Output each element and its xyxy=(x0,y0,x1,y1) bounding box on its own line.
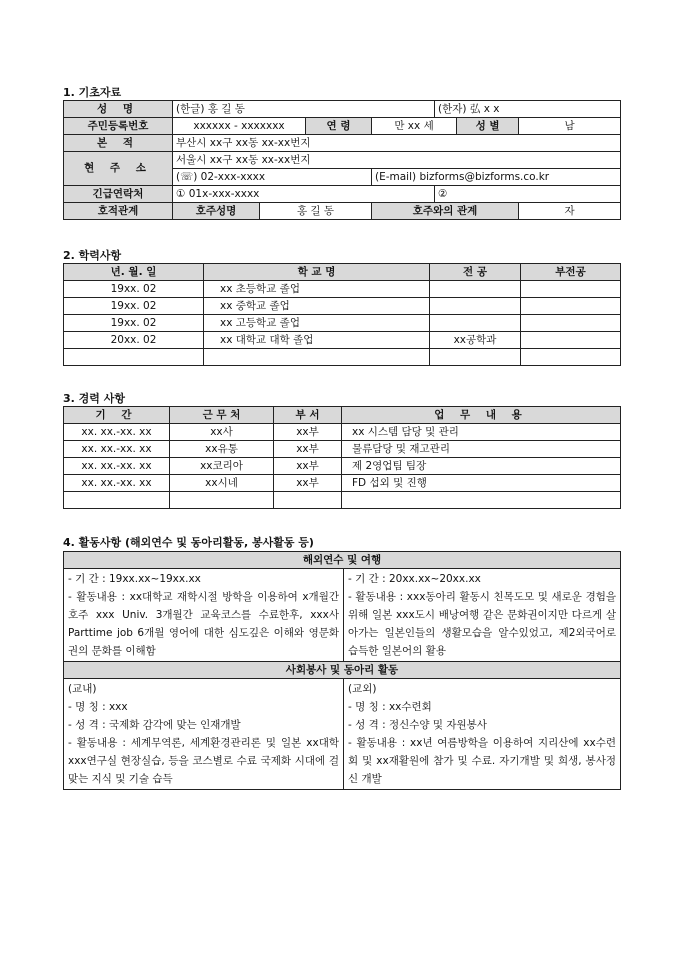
edu-header-school: 학 교 명 xyxy=(204,264,430,281)
sex-value: 남 xyxy=(519,118,621,135)
career-dept: xx부 xyxy=(274,475,342,492)
career-dept: xx부 xyxy=(274,424,342,441)
career-company: xx사 xyxy=(170,424,274,441)
career-duty: xx 시스템 담당 및 관리 xyxy=(342,424,621,441)
edu-header-major: 전 공 xyxy=(430,264,521,281)
edu-major xyxy=(430,349,521,366)
head-name-label: 호주성명 xyxy=(173,203,260,220)
career-duty: 물류담당 및 재고관리 xyxy=(342,441,621,458)
table-row xyxy=(64,458,621,475)
relation-label: 호주와의 관계 xyxy=(372,203,519,220)
edu-school: xx 초등학교 졸업 xyxy=(204,281,430,298)
overseas-title: 해외연수 및 여행 xyxy=(64,552,621,569)
career-company: xx코리아 xyxy=(170,458,274,475)
phone-value: (☏) 02-xxx-xxxx xyxy=(173,169,372,186)
head-name-value: 홍 길 동 xyxy=(260,203,372,220)
overseas-right-cell xyxy=(344,569,621,662)
career-dept xyxy=(274,492,342,509)
club-right-tag: (교외) xyxy=(348,683,377,695)
overseas-left-period: - 기 간 : 19xx.xx~19xx.xx xyxy=(68,573,201,585)
table-row xyxy=(64,298,621,315)
career-period: xx. xx.-xx. xx xyxy=(64,475,170,492)
edu-minor xyxy=(521,315,621,332)
edu-major xyxy=(430,315,521,332)
career-header-duty: 업 무 내 용 xyxy=(342,407,621,424)
sex-label: 성 별 xyxy=(457,118,519,135)
rrn-label: 주민등록번호 xyxy=(64,118,173,135)
section-title-basic: 1. 기초자료 xyxy=(63,86,122,99)
edu-major xyxy=(430,281,521,298)
career-header-company: 근 무 처 xyxy=(170,407,274,424)
club-right-nature: - 성 격 : 정신수양 및 자원봉사 xyxy=(348,719,487,731)
club-left-cell xyxy=(64,679,344,790)
edu-date: 19xx. 02 xyxy=(64,298,204,315)
edu-minor xyxy=(521,298,621,315)
name-korean: (한글) 홍 길 동 xyxy=(173,101,435,118)
career-period: xx. xx.-xx. xx xyxy=(64,441,170,458)
basic-info-table xyxy=(63,100,621,220)
emergency-label: 긴급연락처 xyxy=(64,186,173,203)
section-title-education: 2. 학력사항 xyxy=(63,249,122,262)
edu-major: xx공학과 xyxy=(430,332,521,349)
table-row xyxy=(64,349,621,366)
section-title-career: 3. 경력 사항 xyxy=(63,392,125,405)
career-duty xyxy=(342,492,621,509)
career-dept: xx부 xyxy=(274,441,342,458)
edu-minor xyxy=(521,349,621,366)
club-right-text: - 활동내용 : xx년 여름방학을 이용하여 지리산에 xx수련회 및 xx재활원에 참가 및 수료. 자기개발 및 희생, 봉사정신 개발 xyxy=(348,737,616,785)
table-row xyxy=(64,424,621,441)
relation-value: 자 xyxy=(519,203,621,220)
overseas-left-cell xyxy=(64,569,344,662)
name-hanja: (한자) 弘 x x xyxy=(435,101,621,118)
edu-minor xyxy=(521,281,621,298)
origin-value: 부산시 xx구 xx동 xx-xx번지 xyxy=(173,135,621,152)
emergency-contact-1: ① 01x-xxx-xxxx xyxy=(173,186,435,203)
career-dept: xx부 xyxy=(274,458,342,475)
table-row xyxy=(64,441,621,458)
career-table xyxy=(63,406,621,509)
career-header-period: 기 간 xyxy=(64,407,170,424)
edu-date: 20xx. 02 xyxy=(64,332,204,349)
table-row xyxy=(64,315,621,332)
table-row xyxy=(64,492,621,509)
career-company: xx시네 xyxy=(170,475,274,492)
age-value: 만 xx 세 xyxy=(372,118,457,135)
edu-major xyxy=(430,298,521,315)
club-left-nature: - 성 격 : 국제화 감각에 맞는 인재개발 xyxy=(68,719,241,731)
career-duty: 제 2영업팀 팀장 xyxy=(342,458,621,475)
family-label: 호적관계 xyxy=(64,203,173,220)
section-title-activities: 4. 활동사항 (해외연수 및 동아리활동, 봉사활동 등) xyxy=(63,536,314,549)
name-label: 성 명 xyxy=(64,101,173,118)
edu-minor xyxy=(521,332,621,349)
edu-school: xx 중학교 졸업 xyxy=(204,298,430,315)
career-company: xx유통 xyxy=(170,441,274,458)
edu-header-date: 년. 월. 일 xyxy=(64,264,204,281)
origin-label: 본 적 xyxy=(64,135,173,152)
club-right-cell xyxy=(344,679,621,790)
address-value: 서울시 xx구 xx동 xx-xx번지 xyxy=(173,152,621,169)
email-value: (E-mail) bizforms@bizforms.co.kr xyxy=(372,169,621,186)
edu-school: xx 대학교 대학 졸업 xyxy=(204,332,430,349)
address-label: 현 주 소 xyxy=(64,152,173,186)
activities-table xyxy=(63,551,621,790)
club-left-text: - 활동내용 : 세계무역론, 세계환경관리론 및 일본 xx대학 xxx연구실 현장실습, 등을 코스별로 수료 국제화 시대에 걸맞는 지식 및 기술 습득 xyxy=(68,737,339,785)
overseas-right-period: - 기 간 : 20xx.xx~20xx.xx xyxy=(348,573,481,585)
edu-school: xx 고등학교 졸업 xyxy=(204,315,430,332)
education-table xyxy=(63,263,621,366)
age-label: 연 령 xyxy=(306,118,372,135)
career-duty: FD 섭외 및 진행 xyxy=(342,475,621,492)
career-company xyxy=(170,492,274,509)
career-period: xx. xx.-xx. xx xyxy=(64,458,170,475)
club-left-name: - 명 칭 : xxx xyxy=(68,701,128,713)
edu-school xyxy=(204,349,430,366)
club-left-tag: (교내) xyxy=(68,683,97,695)
edu-date xyxy=(64,349,204,366)
rrn-value: xxxxxx - xxxxxxx xyxy=(173,118,306,135)
emergency-contact-2: ② xyxy=(435,186,621,203)
club-title: 사회봉사 및 동아리 활동 xyxy=(64,662,621,679)
overseas-right-text: - 활동내용 : xxx동아리 활동시 친목도모 및 새로운 경험을 위해 일본 xxx도시 배낭여행 같은 문화권이지만 다르게 살아가는 일본인들의 생활모습을 알수있었고, 제2외국어로 습득한 일본어의 활용 xyxy=(348,591,616,657)
table-row xyxy=(64,281,621,298)
table-row xyxy=(64,475,621,492)
career-header-dept: 부 서 xyxy=(274,407,342,424)
edu-header-minor: 부전공 xyxy=(521,264,621,281)
career-period xyxy=(64,492,170,509)
career-period: xx. xx.-xx. xx xyxy=(64,424,170,441)
table-row xyxy=(64,332,621,349)
edu-date: 19xx. 02 xyxy=(64,281,204,298)
club-right-name: - 명 칭 : xx수련회 xyxy=(348,701,432,713)
overseas-left-text: - 활동내용 : xx대학교 재학시절 방학을 이용하여 x개월간 호주 xxx Univ. 3개월간 교육코스를 수료한후, xxx사 Parttime job 6개월 영어에 대한 심도깊은 이해와 영문화권의 문화를 이해함 xyxy=(68,591,339,657)
edu-date: 19xx. 02 xyxy=(64,315,204,332)
